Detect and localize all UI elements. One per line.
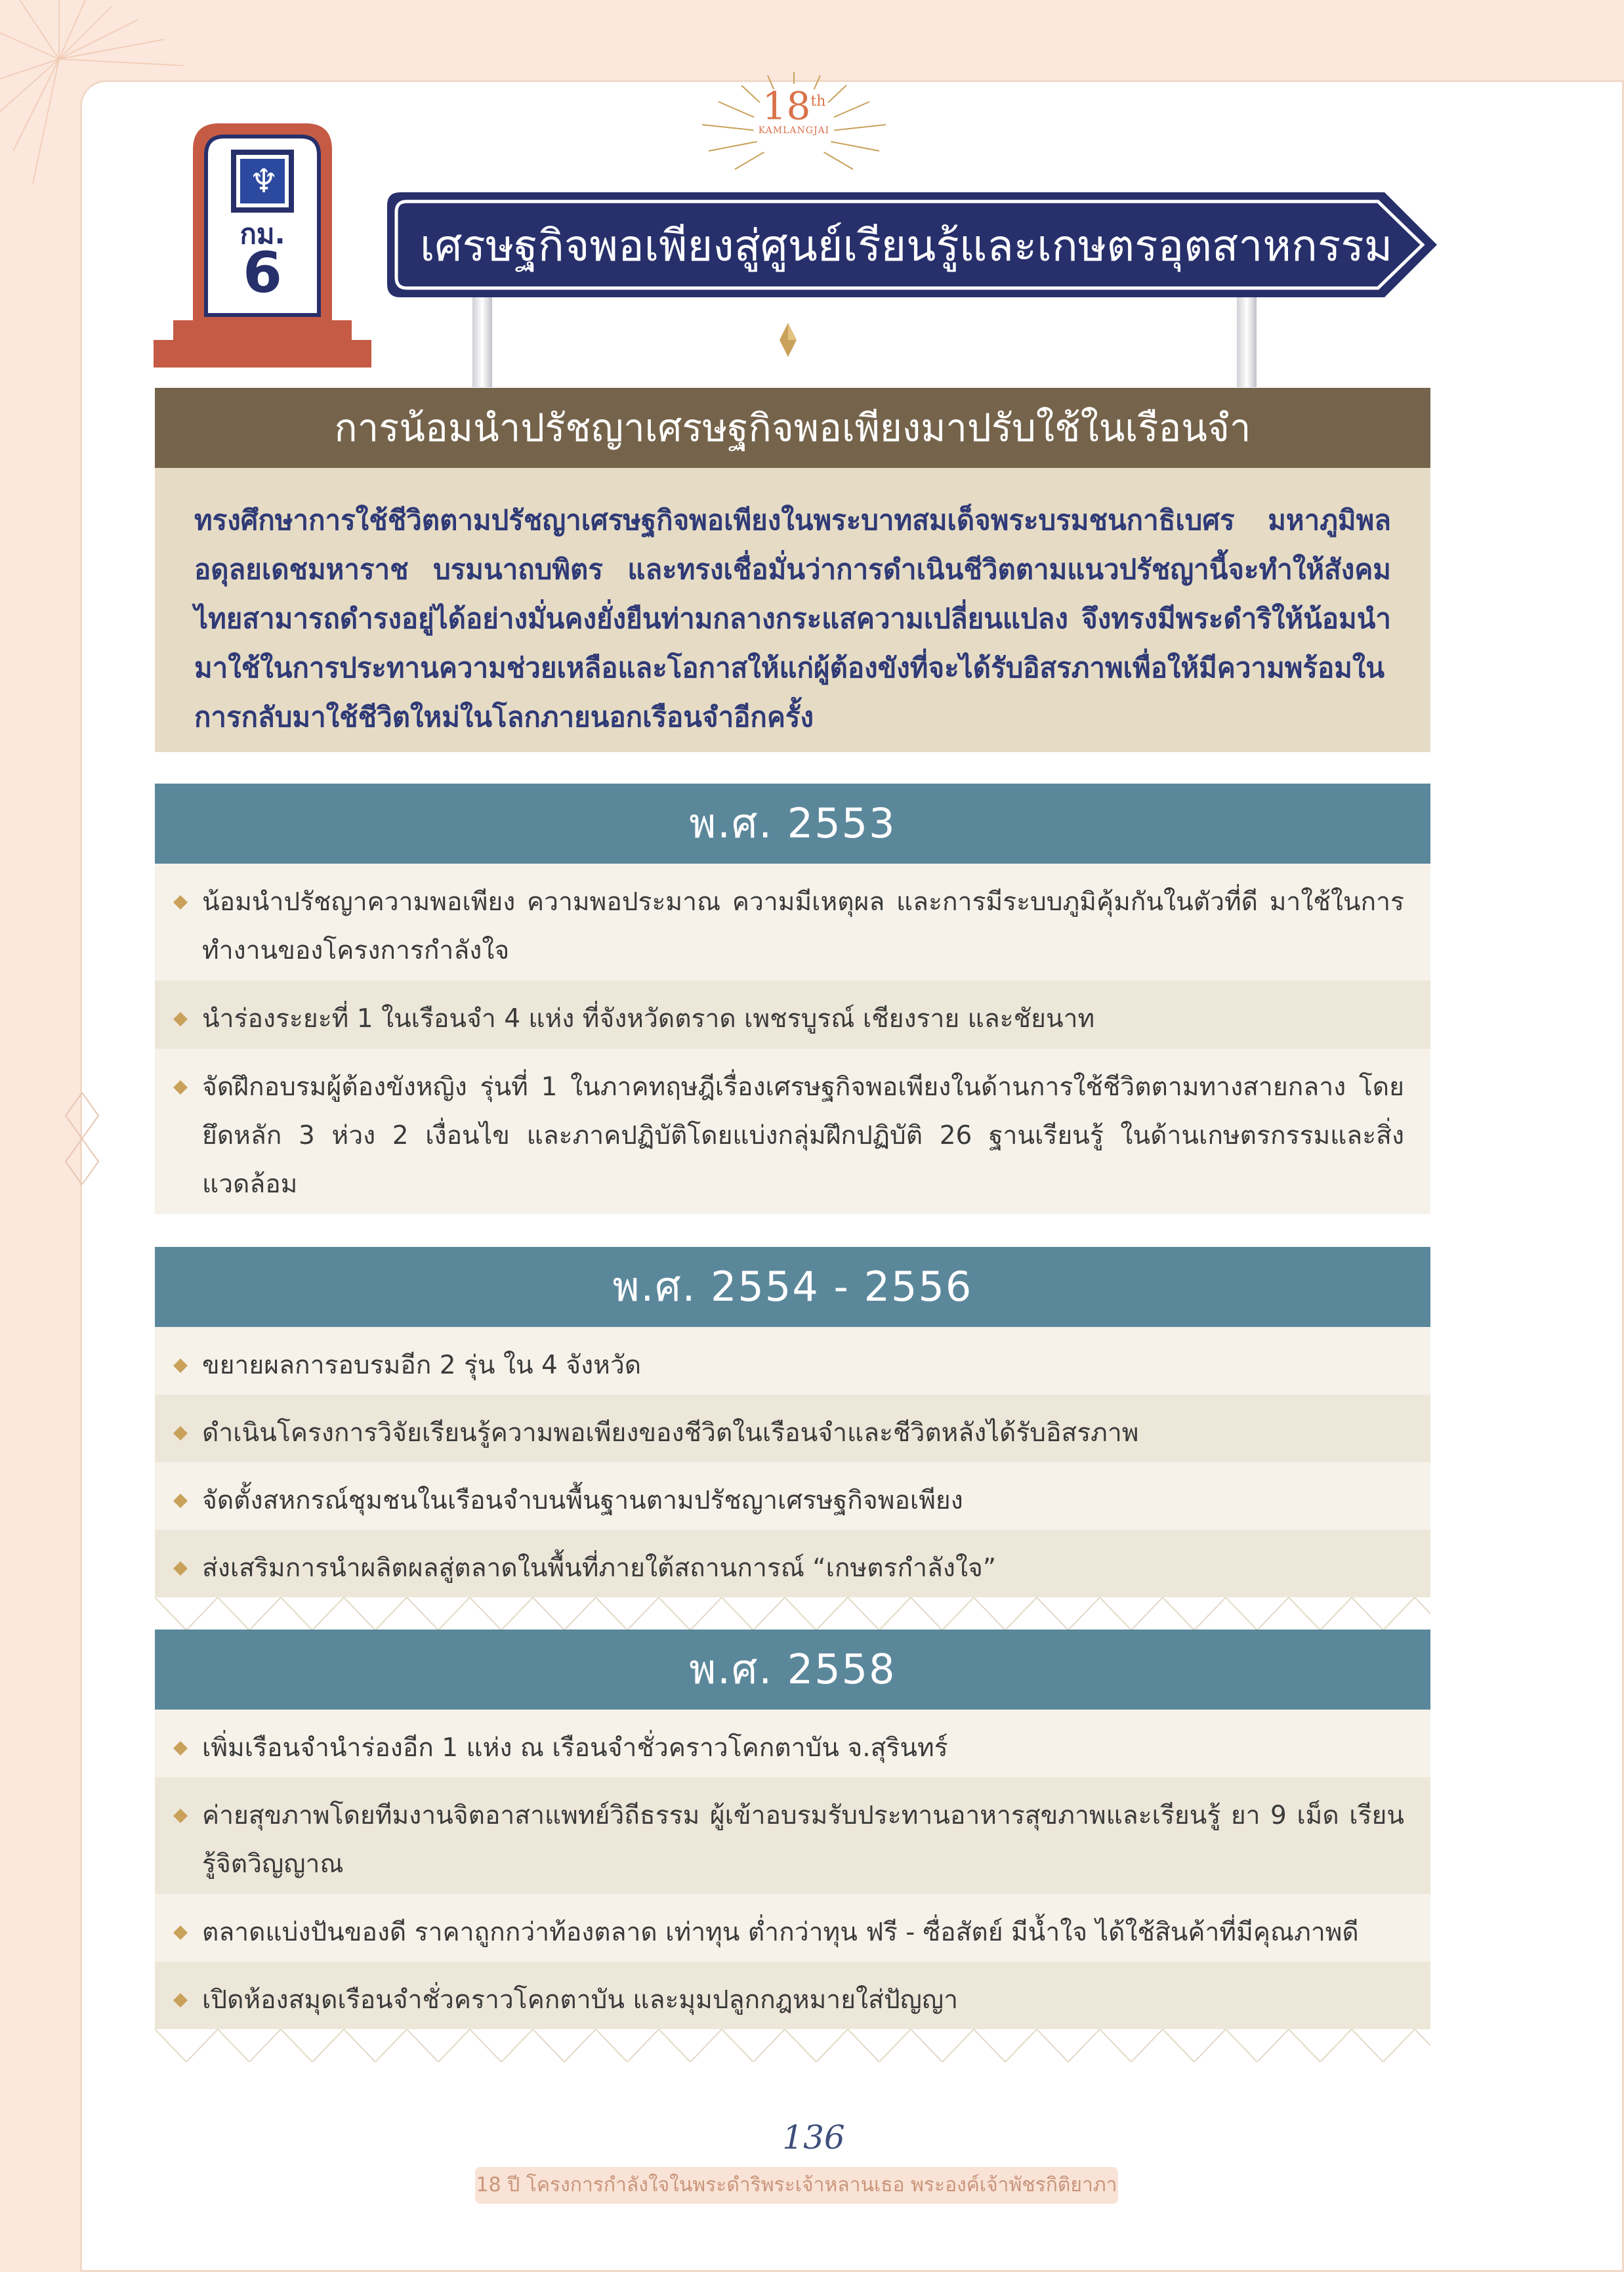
diamond-bullet-icon bbox=[173, 1358, 188, 1373]
page-number: 136 bbox=[782, 2118, 845, 2156]
km-label: กม. bbox=[239, 218, 285, 250]
diamond-bullet-icon bbox=[173, 1080, 188, 1095]
list-item bbox=[155, 1462, 1430, 1530]
diamond-bullet-icon bbox=[173, 1012, 188, 1026]
diamond-bullet-icon bbox=[173, 1993, 188, 2008]
list-item-text: ดำเนินโครงการวิจัยเรียนรู้ความพอเพียงของชีวิตในเรือนจำและชีวิตหลังได้รับอิสรภาพ bbox=[202, 1418, 1139, 1448]
list-item-text: เปิดห้องสมุดเรือนจำชั่วคราวโคกตาบัน และมุมปลูกกฎหมายใส่ปัญญา bbox=[202, 1985, 959, 2015]
banner-title: เศรษฐกิจพอเพียงสู่ศูนย์เรียนรู้และเกษตรอุตสาหกรรม bbox=[420, 221, 1393, 271]
logo-name: KAMLANGJAI bbox=[758, 125, 830, 137]
km-number: 6 bbox=[243, 240, 282, 306]
list-item-text: เพิ่มเรือนจำนำร่องอีก 1 แห่ง ณ เรือนจำชั่วคราวโคกตาบัน จ.สุรินทร์ bbox=[202, 1733, 948, 1763]
period-year-heading: พ.ศ. 2553 bbox=[155, 784, 1430, 864]
diamond-bullet-icon bbox=[173, 1494, 188, 1508]
period-year-heading: พ.ศ. 2554 - 2556 bbox=[155, 1247, 1430, 1327]
list-item-text: ขยายผลการอบรมอีก 2 รุ่น ใน 4 จังหวัด bbox=[202, 1351, 642, 1380]
diamond-bullet-icon bbox=[173, 1426, 188, 1441]
diamond-bullet-icon bbox=[173, 1809, 188, 1823]
gold-diamond-icon bbox=[780, 323, 797, 357]
diamond-bullet-icon bbox=[173, 1741, 188, 1756]
diamond-bullet-icon bbox=[173, 895, 188, 910]
footer-caption: 18 ปี โครงการกำลังใจในพระดำริพระเจ้าหลานเธอ พระองค์เจ้าพัชรกิติยาภา bbox=[475, 2167, 1118, 2204]
list-item bbox=[155, 980, 1430, 1049]
list-item bbox=[155, 864, 1430, 980]
list-item bbox=[155, 1777, 1430, 1894]
list-item bbox=[155, 1327, 1430, 1395]
zigzag-ornament bbox=[155, 1597, 1430, 1630]
logo bbox=[748, 82, 840, 136]
list-item bbox=[155, 1530, 1430, 1597]
zigzag-ornament bbox=[155, 2029, 1430, 2062]
list-item bbox=[155, 1962, 1430, 2029]
list-item-text: นำร่องระยะที่ 1 ในเรือนจำ 4 แห่ง ที่จังหวัดตราด เพชรบูรณ์ เชียงราย และชัยนาท bbox=[202, 1004, 1095, 1034]
logo-suffix: th bbox=[810, 93, 826, 110]
list-item-text: จัดฝึกอบรมผู้ต้องขังหญิง รุ่นที่ 1 ในภาคทฤษฎีเรื่องเศรษฐกิจพอเพียงในด้านการใช้ชีวิตตามทางสายกลาง โดยยึดหลัก 3 ห่วง 2 เงื่อนไข และภาคปฏิบัติโดยแบ่งกลุ่มฝึกปฏิบัติ 26 ฐานเรียนรู้ ในด้านเกษตรกรรมและสิ่งแวดล้อม bbox=[202, 1072, 1404, 1199]
section-title: การน้อมนำปรัชญาเศรษฐกิจพอเพียงมาปรับใช้ในเรือนจำ bbox=[155, 388, 1430, 468]
period-item-list bbox=[155, 864, 1430, 1214]
diamond-bullet-icon bbox=[173, 1925, 188, 1940]
period-item-list bbox=[155, 1710, 1430, 2029]
side-diamond-ornament bbox=[62, 1093, 102, 1185]
intro-paragraph: ทรงศึกษาการใช้ชีวิตตามปรัชญาเศรษฐกิจพอเพียงในพระบาทสมเด็จพระบรมชนกาธิเบศร มหาภูมิพลอดุลยเดชมหาราช บรมนาถบพิตร และทรงเชื่อมั่นว่าการดำเนินชีวิตตามแนวปรัชญานี้จะทำให้สังคมไทยสามารถดำรงอยู่ได้อย่างมั่นคงยั่งยืนท่ามกลางกระแสความเปลี่ยนแปลง จึงทรงมีพระดำริให้น้อมนำมาใช้ในการประทานความช่วยเหลือและโอกาสให้แก่ผู้ต้องขังที่จะได้รับอิสรภาพเพื่อให้มีความพร้อมในการกลับมาใช้ชีวิตใหม่ในโลกภายนอกเรือนจำอีกครั้ง bbox=[155, 468, 1430, 752]
logo-number: 18 bbox=[762, 83, 811, 129]
period-year-heading: พ.ศ. 2558 bbox=[155, 1630, 1430, 1710]
list-item bbox=[155, 1395, 1430, 1462]
list-item bbox=[155, 1049, 1430, 1214]
diamond-bullet-icon bbox=[173, 1561, 188, 1576]
list-item-text: ตลาดแบ่งปันของดี ราคาถูกกว่าท้องตลาด เท่าทุน ต่ำกว่าทุน ฟรี - ซื่อสัตย์ มีน้ำใจ ได้ใช้สินค้าที่มีคุณภาพดี bbox=[202, 1918, 1359, 1947]
period-item-list bbox=[155, 1327, 1430, 1597]
list-item-text: ค่ายสุขภาพโดยทีมงานจิตอาสาแพทย์วิถีธรรม ผู้เข้าอบรมรับประทานอาหารสุขภาพและเรียนรู้ ยา 9 เม็ด เรียนรู้จิตวิญญาณ bbox=[202, 1801, 1404, 1879]
list-item bbox=[155, 1894, 1430, 1962]
list-item-text: ส่งเสริมการนำผลิตผลสู่ตลาดในพื้นที่ภายใต้สถานการณ์ “เกษตรกำลังใจ” bbox=[202, 1553, 997, 1583]
list-item-text: น้อมนำปรัชญาความพอเพียง ความพอประมาณ ความมีเหตุผล และการมีระบบภูมิคุ้มกันในตัวที่ดี มาใช้ในการทำงานของโครงการกำลังใจ bbox=[202, 887, 1404, 965]
list-item-text: จัดตั้งสหกรณ์ชุมชนในเรือนจำบนพื้นฐานตามปรัชญาเศรษฐกิจพอเพียง bbox=[202, 1486, 963, 1515]
garuda-icon: ♆ bbox=[249, 162, 279, 200]
list-item bbox=[155, 1710, 1430, 1777]
